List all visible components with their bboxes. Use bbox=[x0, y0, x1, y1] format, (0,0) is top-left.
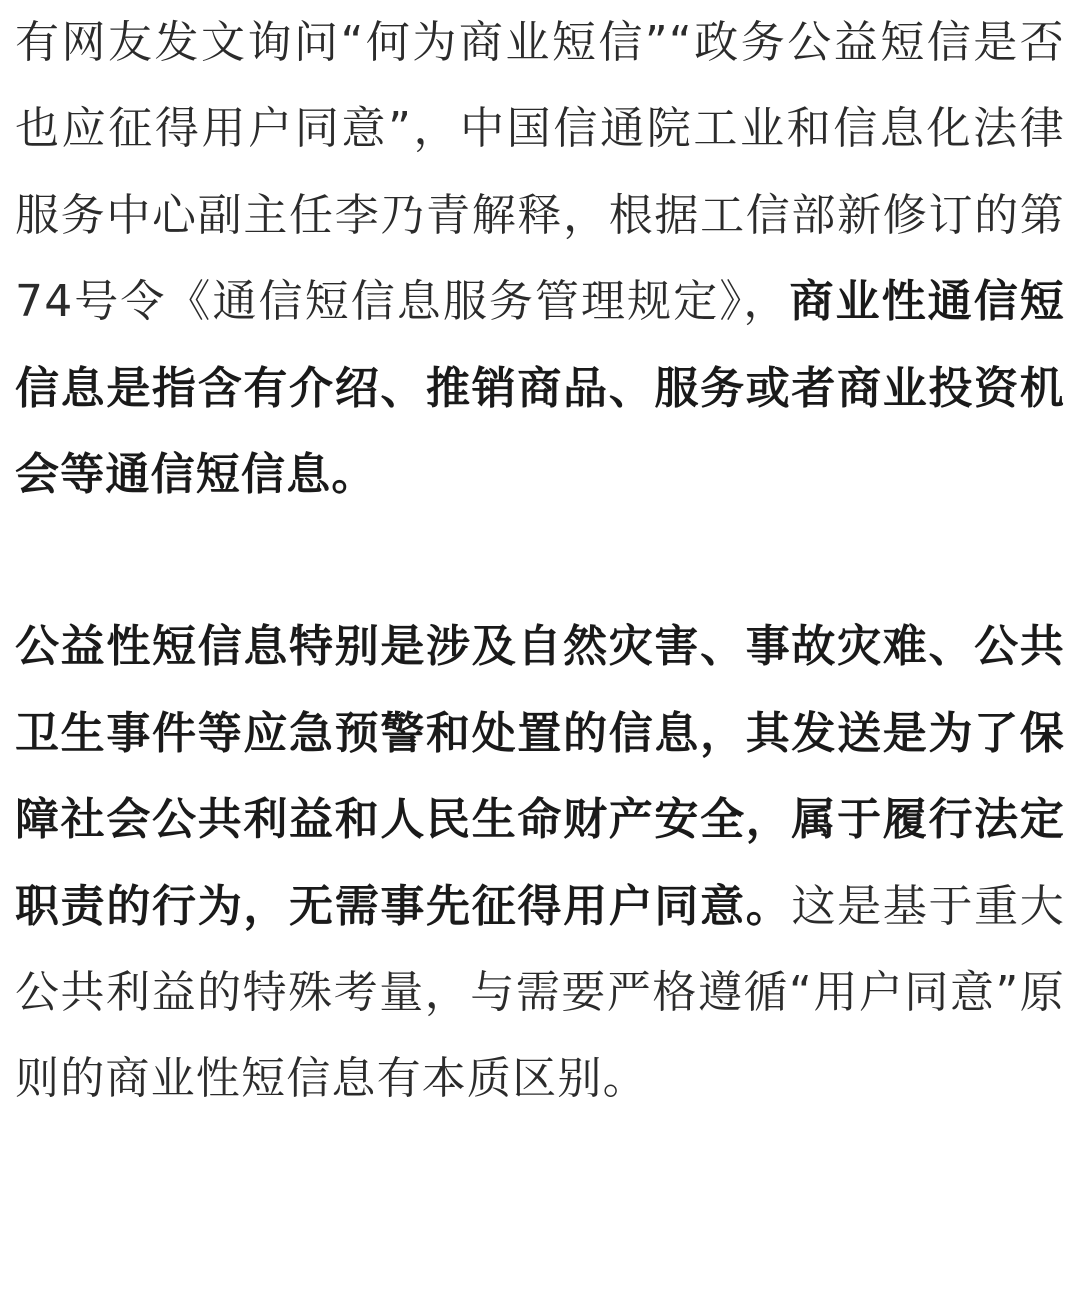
paragraph-bold-text: 商业性通信短信息是指含有介绍、推销商品、服务或者商业投资机会等通信短信息。 bbox=[15, 276, 1066, 501]
paragraph-text: 有网友发文询问“何为商业短信”“政务公益短信是否也应征得用户同意”，中国信通院工业和信息化法律服务中心副主任李乃青解释，根据工信部新修订的第74号令《通信短信息服务管理规定》， bbox=[15, 17, 1065, 328]
article-body bbox=[15, 0, 1065, 1123]
paragraph-bold-text: 公益性短信息特别是涉及自然灾害、事故灾难、公共卫生事件等应急预警和处置的信息，其发送是为了保障社会公共利益和人民生命财产安全，属于履行法定职责的行为，无需事先征得用户同意。 bbox=[15, 621, 1065, 932]
paragraph-commercial-sms-definition bbox=[15, 0, 1065, 518]
paragraph-public-welfare-sms bbox=[15, 604, 1065, 1122]
paragraph-text: 这是基于重大公共利益的特殊考量，与需要严格遵循“用户同意”原则的商业性短信息有本质区别。 bbox=[15, 880, 1065, 1105]
